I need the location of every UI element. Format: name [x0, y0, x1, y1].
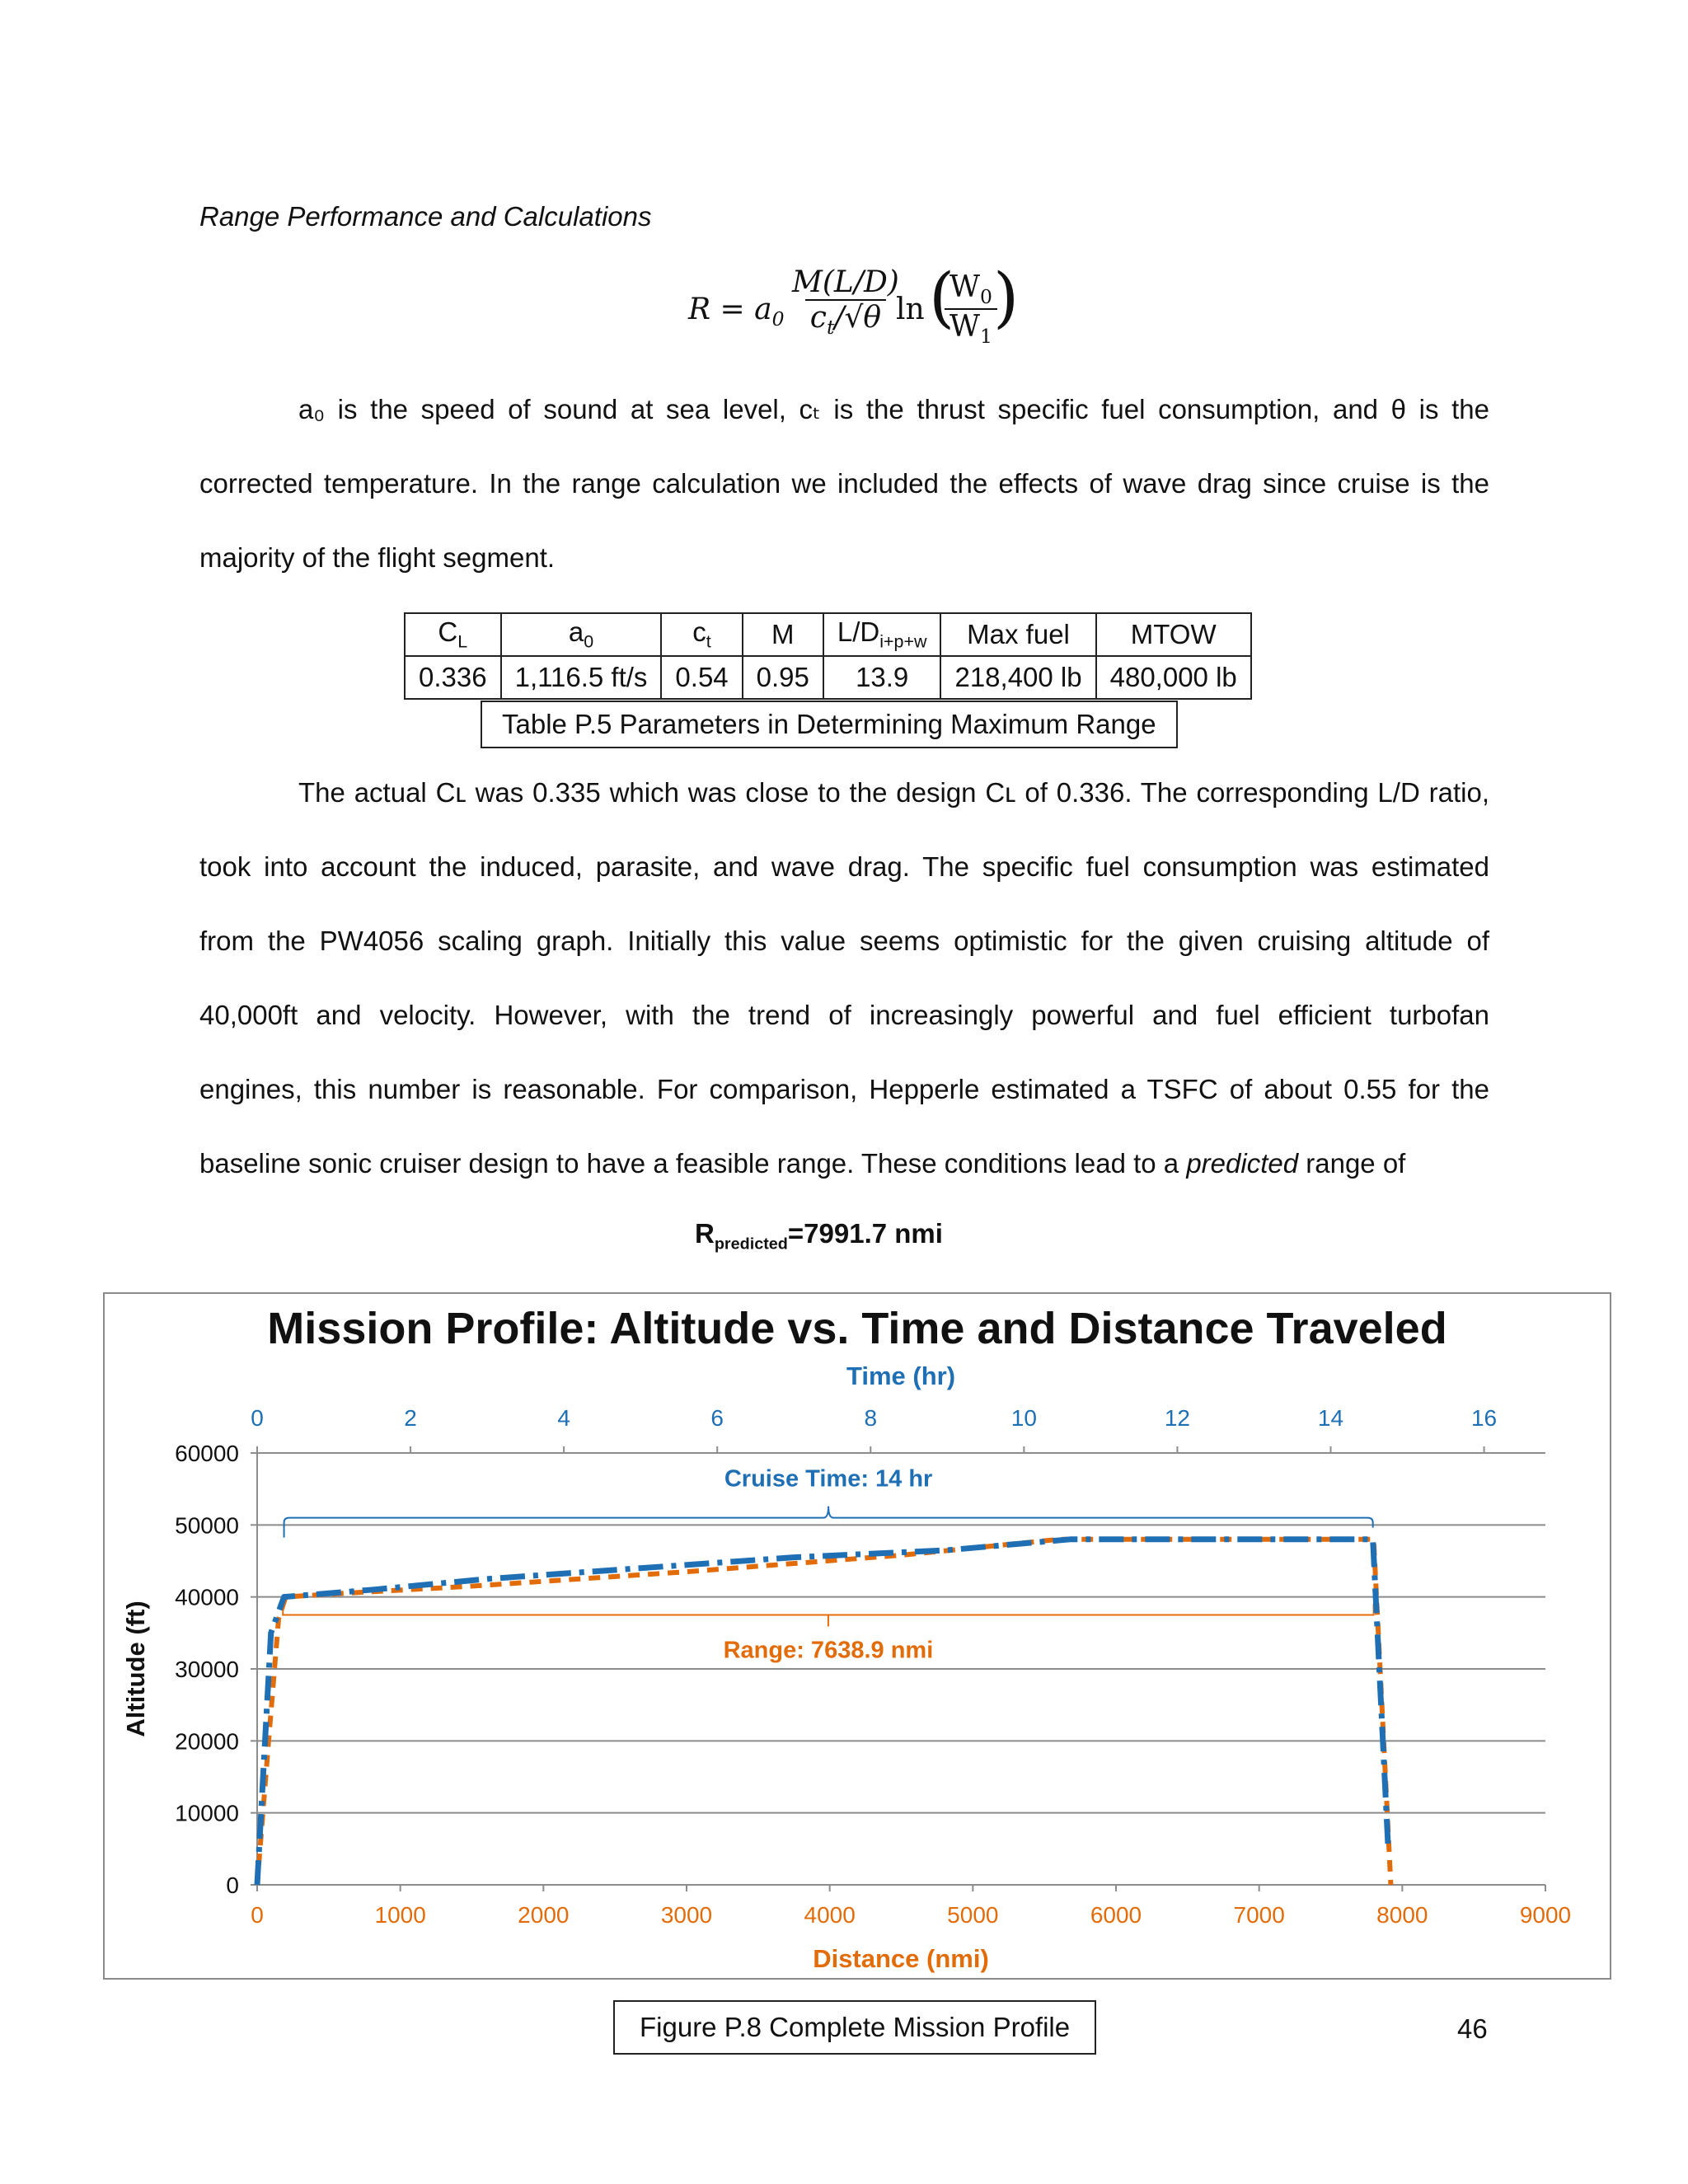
parameters-table	[404, 612, 1252, 700]
paragraph-2-line: from the PW4056 scaling graph. Initially this value seems optimistic for the given cruising altitude of	[199, 926, 1489, 956]
paragraph-1-line: majority of the flight segment.	[199, 542, 556, 573]
table-header-cell: $c_t$	[661, 613, 742, 656]
x-top-tick-label: 0	[251, 1405, 264, 1431]
chart-svg	[105, 1294, 1610, 1978]
table-cell: 13.9	[823, 656, 941, 699]
range-label: Range: 7638.9 nmi	[723, 1637, 934, 1664]
table-cell: 0.54	[661, 656, 742, 699]
x-bottom-tick-label: 9000	[1519, 1902, 1572, 1928]
y-tick-label: 0	[226, 1872, 239, 1898]
x-top-tick-label: 2	[404, 1405, 417, 1431]
x-bottom-tick-label: 5000	[947, 1902, 999, 1928]
table-cell: 218,400 lb	[940, 656, 1095, 699]
bottom-axis-label: Distance (nmi)	[813, 1944, 989, 1973]
paragraph-2-line: 40,000ft and velocity. However, with the trend of increasingly powerful and fuel efficient turbofan	[199, 1000, 1489, 1030]
paragraph-2-line: took into account the induced, parasite, and wave drag. The specific fuel consumption was estimated	[199, 851, 1489, 882]
section-heading: Range Performance and Calculations	[199, 201, 652, 232]
italic-predicted: predicted	[1186, 1148, 1299, 1179]
x-bottom-tick-label: 0	[251, 1902, 264, 1928]
equation-left-paren: (	[929, 259, 955, 335]
paragraph-2-line: The actual Cʟ was 0.335 which was close to the design Cʟ of 0.336. The corresponding L/D ratio,	[298, 777, 1489, 808]
top-axis-label: Time (hr)	[846, 1361, 956, 1390]
x-top-tick-label: 8	[864, 1405, 878, 1431]
distance-series-line	[257, 1540, 1390, 1885]
paragraph-1-line: a₀ is the speed of sound at sea level, cₜ is the thrust specific fuel consumption, and θ is the	[298, 394, 1489, 424]
equation-w1: $W_1$	[945, 308, 997, 348]
page-number: 46	[1457, 2013, 1488, 2044]
table-header-cell: MTOW	[1096, 613, 1251, 656]
table-cell: 0.95	[743, 656, 823, 699]
range-bracket	[283, 1604, 1373, 1627]
x-bottom-tick-label: 1000	[374, 1902, 426, 1928]
y-tick-label: 50000	[175, 1512, 239, 1539]
table-header-cell: $L/D_{i+p+w}$	[823, 613, 941, 656]
x-bottom-tick-label: 8000	[1376, 1902, 1428, 1928]
x-bottom-tick-label: 7000	[1233, 1902, 1285, 1928]
paragraph-2	[199, 756, 1489, 1201]
x-top-tick-label: 14	[1317, 1405, 1344, 1431]
equation-weight-ratio	[945, 270, 997, 348]
x-top-tick-label: 4	[557, 1405, 570, 1431]
equation-w0: $W_0$	[950, 270, 992, 309]
x-top-tick-label: 6	[710, 1405, 724, 1431]
equation-fraction	[787, 265, 904, 339]
paragraph-1-line: corrected temperature. In the range calculation we included the effects of wave drag since cruise is the	[199, 468, 1489, 499]
paragraph-1	[199, 373, 1489, 595]
table-header-row	[405, 613, 1251, 656]
equation-denominator: $c_t/√\theta$	[805, 299, 886, 339]
equation-ln: ln	[896, 293, 925, 326]
table-caption: Table P.5 Parameters in Determining Maximum Range	[481, 701, 1178, 748]
x-bottom-tick-label: 3000	[660, 1902, 713, 1928]
table-header-cell: $a_0$	[501, 613, 662, 656]
table-header-cell: $C_L$	[405, 613, 501, 656]
equation-right-paren: )	[993, 259, 1020, 335]
range-equation	[688, 259, 1020, 356]
y-axis-label: Altitude (ft)	[121, 1601, 150, 1737]
x-bottom-tick-label: 2000	[518, 1902, 570, 1928]
x-bottom-tick-label: 4000	[804, 1902, 856, 1928]
chart-title: Mission Profile: Altitude vs. Time and Distance Traveled	[267, 1304, 1447, 1353]
table-cell: 0.336	[405, 656, 501, 699]
y-tick-label: 30000	[175, 1657, 239, 1682]
x-bottom-tick-label: 6000	[1090, 1902, 1142, 1928]
equation-lhs: $R = a_0$	[688, 293, 785, 331]
paragraph-2-line: engines, this number is reasonable. For comparison, Hepperle estimated a TSFC of about 0.55 for the	[199, 1074, 1489, 1104]
paragraph-2-line-last: baseline sonic cruiser design to have a feasible range. These conditions lead to a predicted range of	[199, 1148, 1406, 1179]
figure-caption: Figure P.8 Complete Mission Profile	[613, 2000, 1096, 2055]
mission-profile-chart	[103, 1292, 1611, 1980]
x-top-tick-label: 10	[1010, 1405, 1037, 1431]
equation-numerator: M(L/D)	[792, 265, 899, 299]
cruise-time-bracket	[284, 1507, 1373, 1538]
table-header-cell: M	[743, 613, 823, 656]
predicted-range: $R_{predicted}=7991.7$ nmi	[695, 1218, 943, 1254]
x-top-tick-label: 12	[1164, 1405, 1191, 1431]
y-tick-label: 10000	[175, 1800, 239, 1826]
x-top-tick-label: 16	[1470, 1405, 1498, 1431]
table-header-cell: Max fuel	[940, 613, 1095, 656]
time-series-line	[257, 1540, 1388, 1885]
cruise-time-label: Cruise Time: 14 hr	[724, 1465, 933, 1493]
y-tick-label: 40000	[175, 1584, 239, 1610]
table-row	[405, 656, 1251, 699]
table-cell: 1,116.5 ft/s	[501, 656, 662, 699]
table-cell: 480,000 lb	[1096, 656, 1251, 699]
y-tick-label: 60000	[175, 1441, 239, 1466]
y-tick-label: 20000	[175, 1728, 239, 1755]
